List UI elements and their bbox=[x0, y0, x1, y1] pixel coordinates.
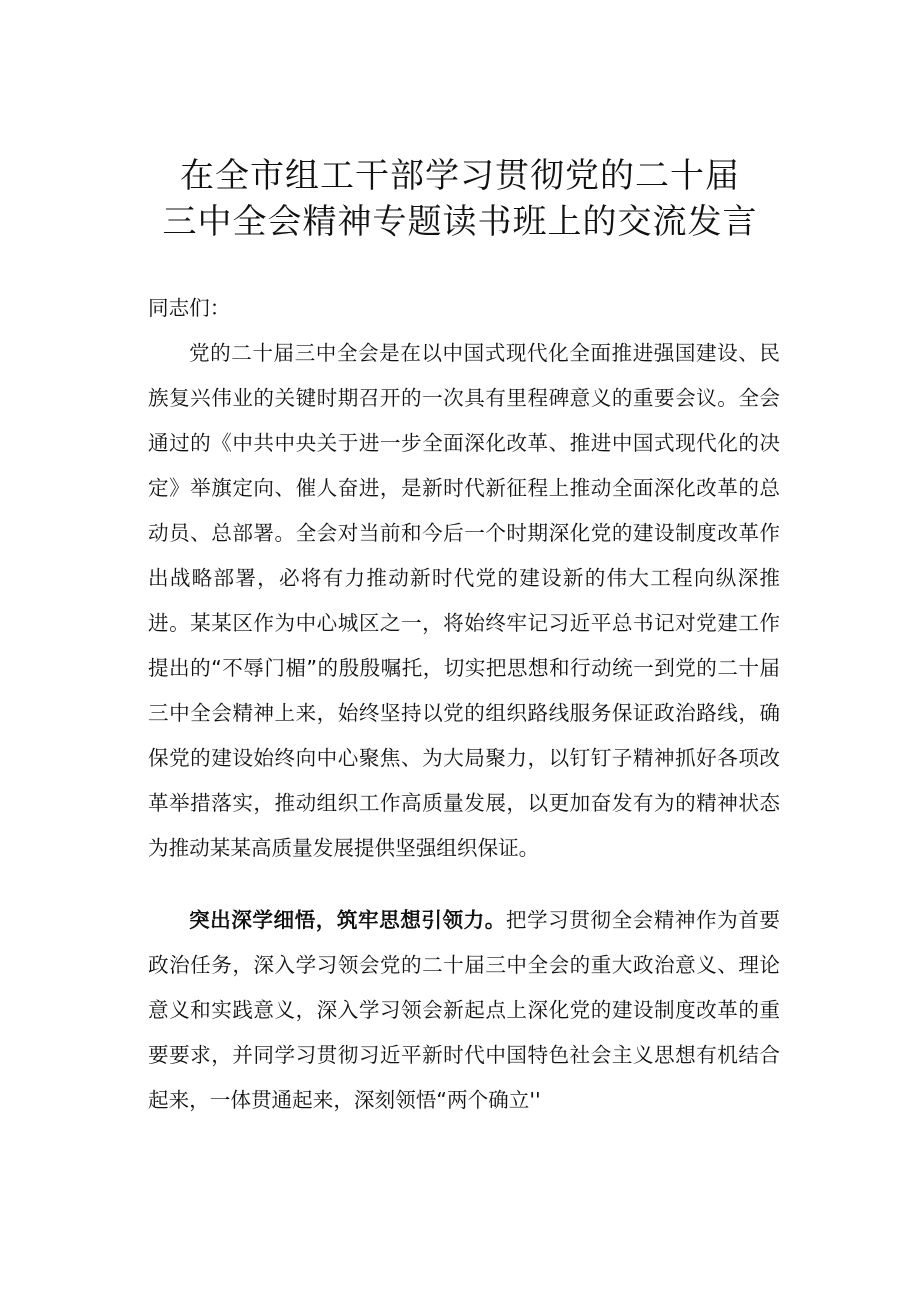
document-title-line-2: 三中全会精神专题读书班上的交流发言 bbox=[162, 202, 758, 242]
salutation: 同志们： bbox=[148, 296, 231, 320]
paragraph-section-1 bbox=[148, 898, 780, 1123]
document-title-line-1: 在全市组工干部学习贯彻党的二十届 bbox=[180, 156, 740, 196]
paragraph-intro: 党的二十届三中全会是在以中国式现代化全面推进强国建设、民族复兴伟业的关键时期召开的一次具有里程碑意义的重要会议。全会通过的《中共中央关于进一步全面深化改革、推进中国式现代化的决定》举旗定向、催人奋进，是新时代新征程上推动全面深化改革的总动员、总部署。全会对当前和今后一个时期深化党的建设制度改革作出战略部署，必将有力推动新时代党的建设新的伟大工程向纵深推进。某某区作为中心城区之一，将始终牢记习近平总书记对党建工作提出的“不辱门楣”的殷殷嘱托，切实把思想和行动统一到党的二十届三中全会精神上来，始终坚持以党的组织路线服务保证政治路线，确保党的建设始终向中心聚焦、为大局聚力，以钉钉子精神抓好各项改革举措落实，推动组织工作高质量发展，以更加奋发有为的精神状态为推动某某高质量发展提供坚强组织保证。 bbox=[148, 341, 780, 860]
section-body: 把学习贯彻全会精神作为首要政治任务，深入学习领会党的二十届三中全会的重大政治意义、理论意义和实践意义，深入学习领会新起点上深化党的建设制度改革的重要要求，并同学习贯彻习近平新时代中国特色社会主义思想有机结合起来，一体贯通起来，深刻领悟“两个确立'' bbox=[148, 908, 780, 1112]
section-heading: 突出深学细悟，筑牢思想引领力。 bbox=[189, 908, 506, 932]
